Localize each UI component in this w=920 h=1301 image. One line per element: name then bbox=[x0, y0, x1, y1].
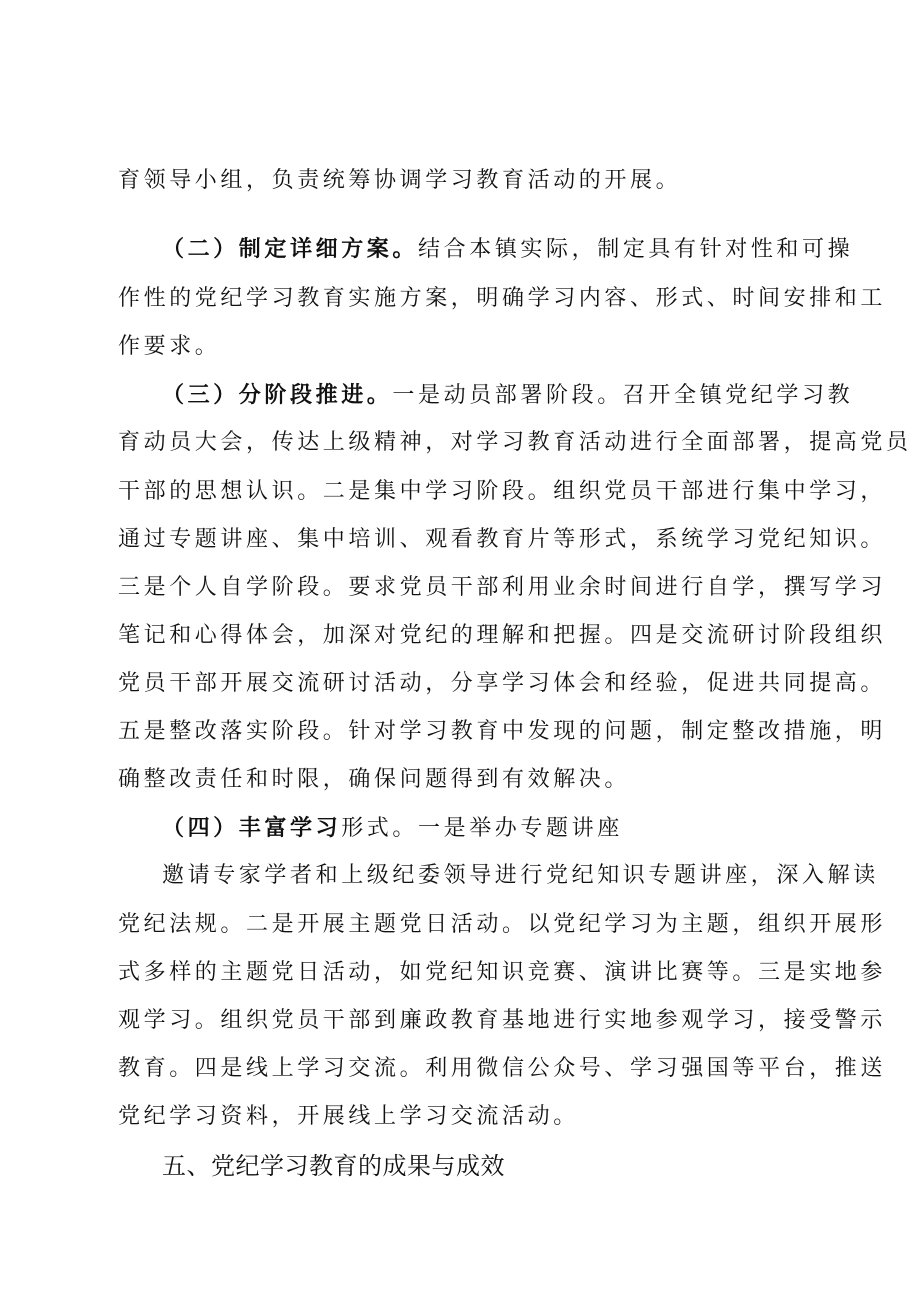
paragraph-line: 党员干部开展交流研讨活动，分享学习体会和经验，促进共同提高。 bbox=[118, 671, 887, 696]
paragraph-line: 三是个人自学阶段。要求党员干部利用业余时间进行自学，撰写学习 bbox=[118, 575, 887, 600]
paragraph-line: 观学习。组织党员干部到廉政教育基地进行实地参观学习，接受警示 bbox=[118, 1008, 887, 1033]
section-two-line-1 bbox=[162, 234, 853, 265]
section-two-text: 结合本镇实际，制定具有针对性和可操 bbox=[418, 237, 854, 262]
section-five-heading: 五、党纪学习教育的成果与成效 bbox=[162, 1152, 505, 1180]
paragraph-line: 教育。四是线上学习交流。利用微信公众号、学习强国等平台，推送 bbox=[118, 1056, 887, 1081]
paragraph-line: 作性的党纪学习教育实施方案，明确学习内容、形式、时间安排和工 bbox=[118, 286, 887, 311]
paragraph-line: 育动员大会，传达上级精神，对学习教育活动进行全面部署，提高党员 bbox=[118, 430, 912, 455]
section-two-title: （二）制定详细方案。 bbox=[162, 236, 419, 262]
paragraph-line: 邀请专家学者和上级纪委领导进行党纪知识专题讲座，深入解读 bbox=[162, 863, 879, 888]
section-three-text: 一是动员部署阶段。召开全镇党纪学习教 bbox=[392, 383, 854, 408]
paragraph-line: 五是整改落实阶段。针对学习教育中发现的问题，制定整改措施，明 bbox=[118, 719, 887, 744]
section-four-line-1 bbox=[162, 813, 623, 844]
paragraph-line: 式多样的主题党日活动，如党纪知识竞赛、演讲比赛等。三是实地参 bbox=[118, 960, 887, 985]
paragraph-line: 干部的思想认识。二是集中学习阶段。组织党员干部进行集中学习， bbox=[118, 479, 887, 504]
section-three-title: （三）分阶段推进。 bbox=[162, 382, 393, 408]
paragraph-line: 笔记和心得体会，加深对党纪的理解和把握。四是交流研讨阶段组织 bbox=[118, 623, 887, 648]
paragraph-line: 作要求。 bbox=[118, 334, 221, 359]
paragraph-line: 党纪法规。二是开展主题党日活动。以党纪学习为主题，组织开展形 bbox=[118, 912, 887, 937]
section-three-line-1 bbox=[162, 380, 853, 411]
paragraph-line: 通过专题讲座、集中培训、观看教育片等形式，系统学习党纪知识。 bbox=[118, 527, 887, 552]
paragraph-line: 确整改责任和时限，确保问题得到有效解决。 bbox=[118, 767, 631, 792]
paragraph-line: 党纪学习资料，开展线上学习交流活动。 bbox=[118, 1104, 579, 1129]
paragraph-line: 育领导小组，负责统筹协调学习教育活动的开展。 bbox=[118, 168, 682, 193]
section-four-text: 形式。一是举办专题讲座 bbox=[341, 816, 623, 841]
section-four-title: （四）丰富学习 bbox=[162, 815, 342, 841]
